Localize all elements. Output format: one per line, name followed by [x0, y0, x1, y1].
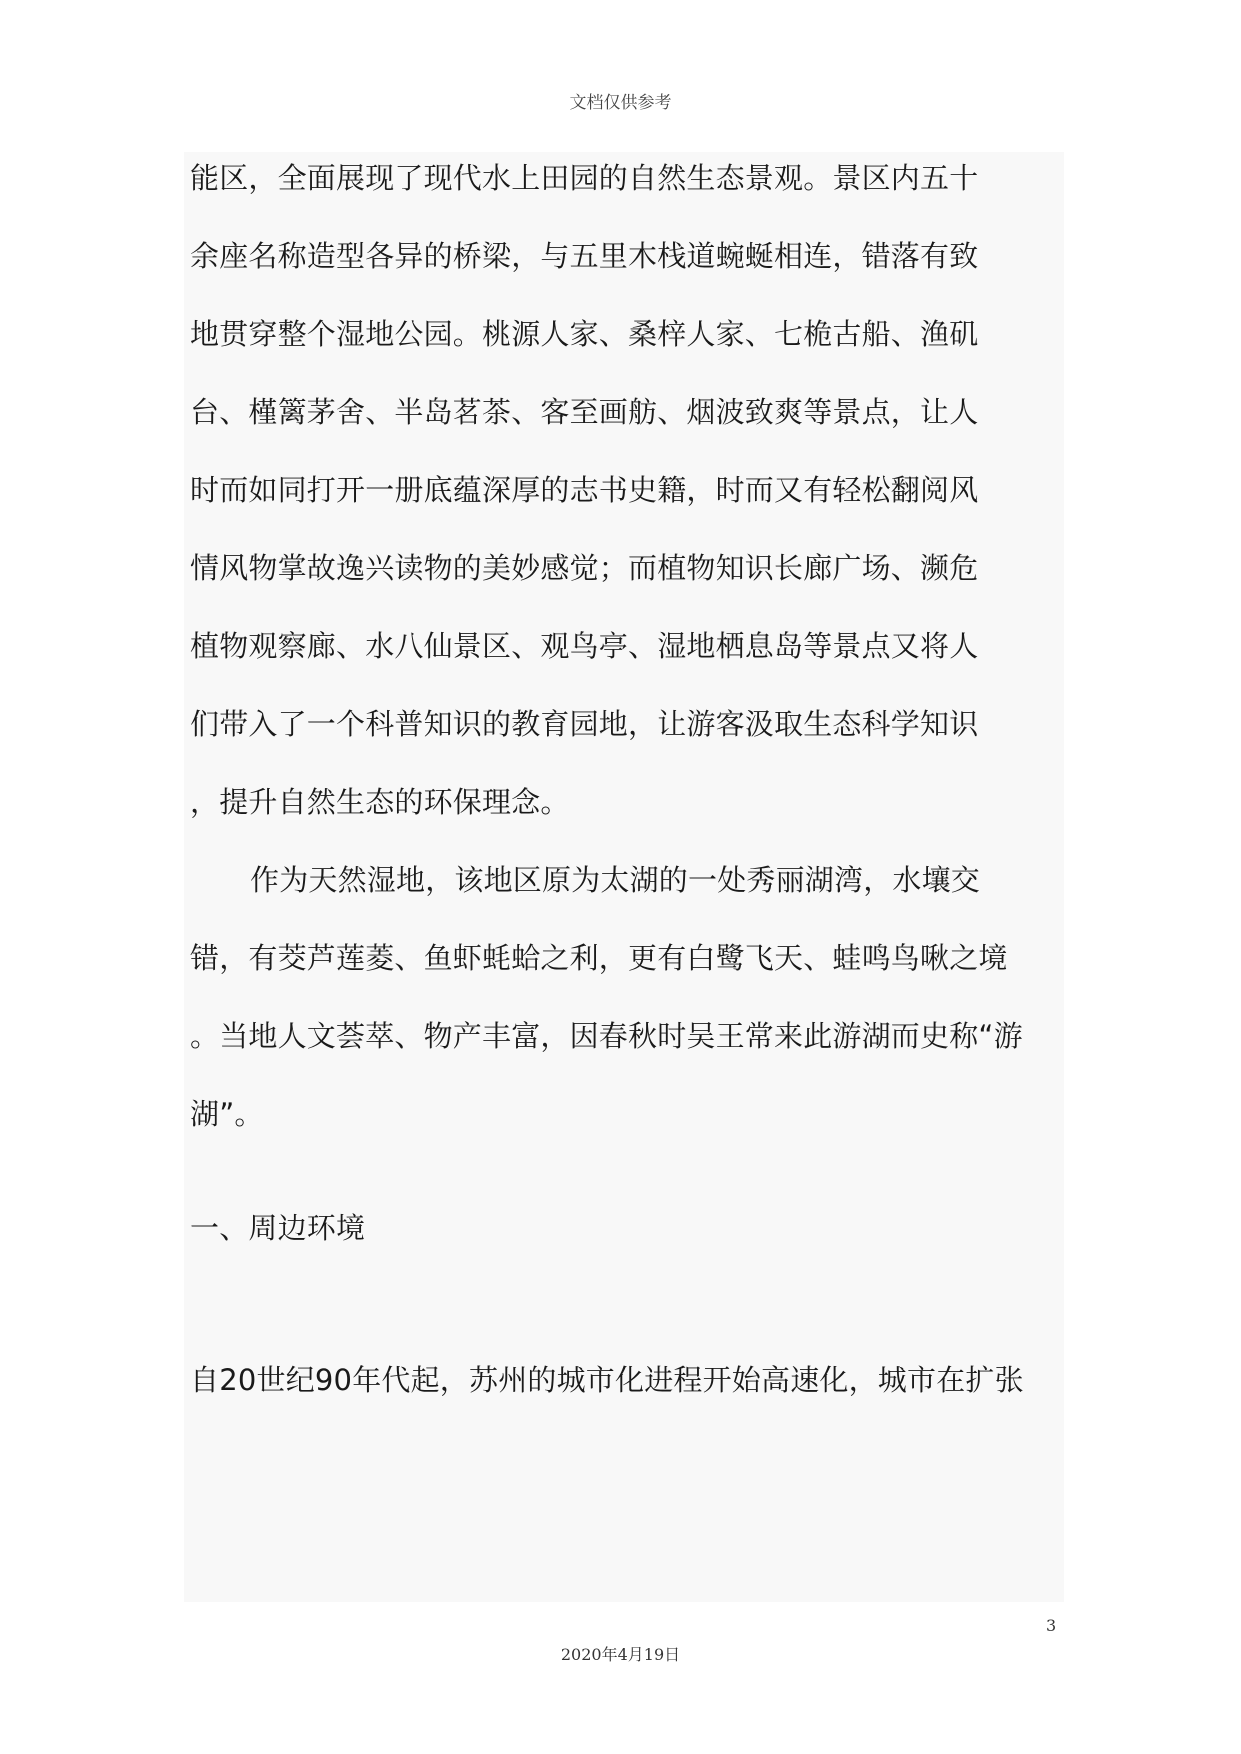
body-line: 台、槿篱茅舍、半岛茗茶、客至画舫、烟波致爽等景点，让人 [190, 395, 979, 429]
page-header: 文档仅供参考 [569, 93, 672, 113]
section-heading: 一、周边环境 [190, 1211, 366, 1245]
body-line: 错，有茭芦莲菱、鱼虾蚝蛤之利，更有白鹭飞天、蛙鸣鸟啾之境 [190, 941, 1008, 975]
body-line: 情风物掌故逸兴读物的美妙感觉；而植物知识长廊广场、濒危 [190, 551, 979, 585]
body-line: 余座名称造型各异的桥梁，与五里木栈道蜿蜒相连，错落有致 [190, 239, 979, 273]
body-line: 湖”。 [190, 1097, 264, 1131]
page-number: 3 [1046, 1616, 1057, 1635]
body-line: 地贯穿整个湿地公园。桃源人家、桑梓人家、七桅古船、渔矶 [190, 317, 979, 351]
paragraph-start-line: 作为天然湿地，该地区原为太湖的一处秀丽湖湾，水壤交 [250, 863, 981, 897]
footer-date: 2020年4月19日 [560, 1645, 681, 1664]
body-line: 植物观察廊、水八仙景区、观鸟亭、湿地栖息岛等景点又将人 [190, 629, 979, 663]
body-line: 时而如同打开一册底蕴深厚的志书史籍，时而又有轻松翻阅风 [190, 473, 979, 507]
body-line: 。当地人文荟萃、物产丰富，因春秋时吴王常来此游湖而史称“游 [190, 1019, 1023, 1053]
body-line: ，提升自然生态的环保理念。 [190, 785, 570, 819]
body-line: 自20世纪90年代起，苏州的城市化进程开始高速化，城市在扩张 [190, 1363, 1024, 1397]
body-line: 能区，全面展现了现代水上田园的自然生态景观。景区内五十 [190, 161, 979, 195]
document-body [184, 152, 1064, 1602]
body-line: 们带入了一个科普知识的教育园地，让游客汲取生态科学知识 [190, 707, 979, 741]
